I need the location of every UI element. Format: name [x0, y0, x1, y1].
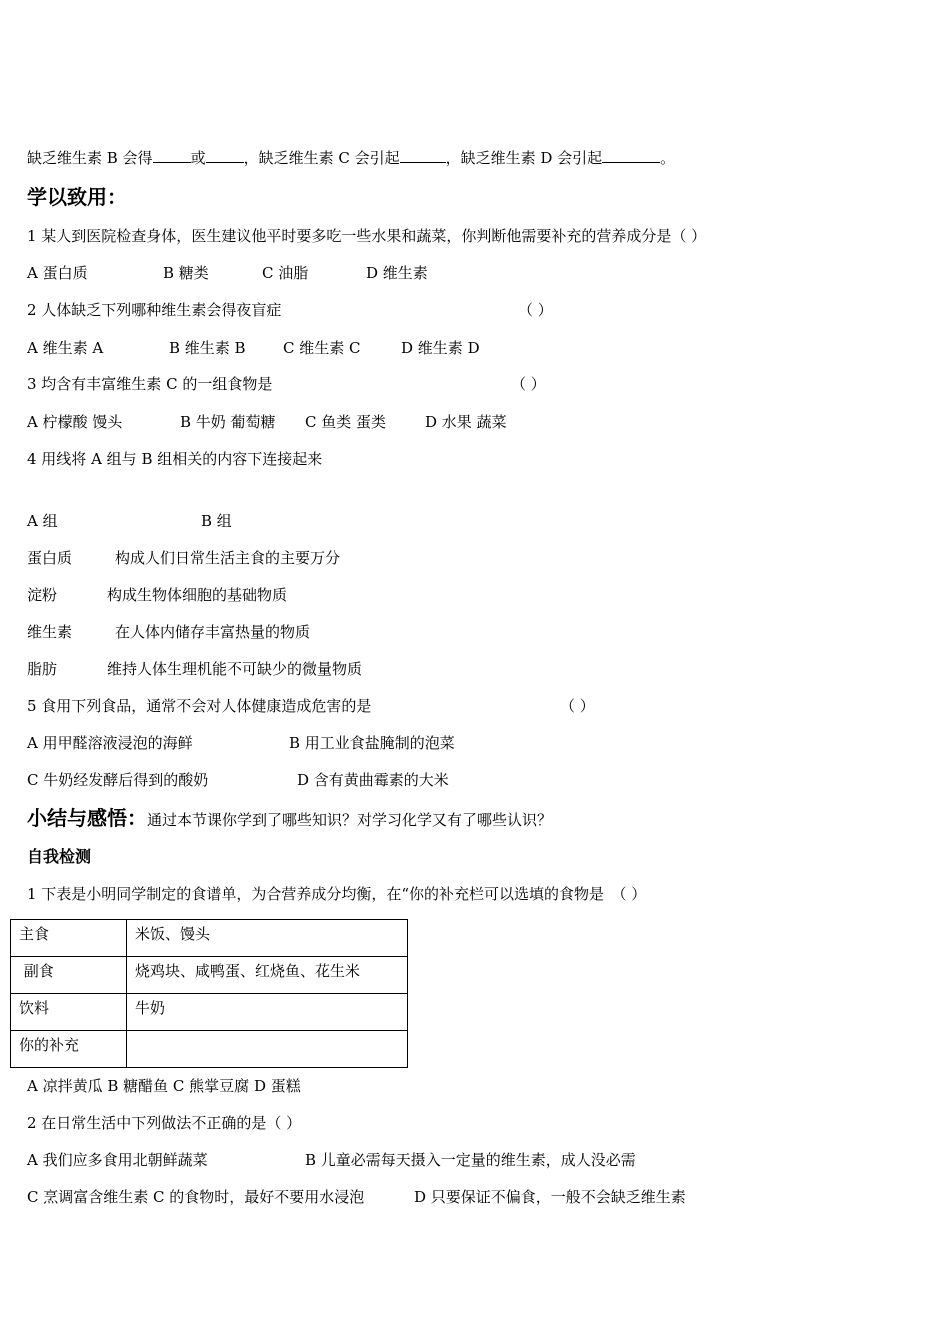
self-check-q2-option-d: D 只要保证不偏食，一般不会缺乏维生素	[414, 1188, 686, 1206]
q5-paren: （ ）	[560, 697, 595, 715]
self-check-q2-option-b: B 儿童必需每天摄入一定量的维生素，成人没必需	[305, 1151, 636, 1169]
blank-1	[153, 148, 191, 163]
q4-row-right: 构成人们日常生活主食的主要万分	[115, 549, 341, 567]
table-cell-label: 你的补充	[11, 1031, 127, 1068]
q4-group-a: A 组	[27, 512, 58, 530]
menu-table	[10, 919, 408, 1068]
q4-row-left: 淀粉	[27, 586, 58, 604]
self-check-q1-options: A 凉拌黄瓜 B 糖醋鱼 C 熊掌豆腐 D 蛋糕	[27, 1077, 301, 1095]
intro-text-1: 缺乏维生素 B 会得	[27, 149, 153, 167]
intro-text-2: 或	[190, 149, 206, 167]
self-check-q2-text: 2 在日常生活中下列做法不正确的是（ ）	[27, 1114, 302, 1132]
q3-option-a: A 柠檬酸 馒头	[27, 413, 123, 431]
summary-heading: 小结与感悟：	[27, 806, 147, 830]
self-check-q2-option-a: A 我们应多食用北朝鲜蔬菜	[27, 1151, 208, 1169]
q1-option-d: D 维生素	[366, 264, 428, 282]
q5-text: 5 食用下列食品，通常不会对人体健康造成危害的是	[27, 697, 372, 715]
q2-paren: （ ）	[518, 301, 553, 319]
q5-option-c: C 牛奶经发酵后得到的酸奶	[27, 771, 209, 789]
q3-option-d: D 水果 蔬菜	[425, 413, 507, 431]
table-row	[11, 994, 408, 1031]
table-cell-label: 副食	[11, 957, 127, 994]
q4-row-right: 在人体内储存丰富热量的物质	[115, 623, 311, 641]
q2-option-d: D 维生素 D	[401, 339, 480, 357]
table-cell-label: 主食	[11, 920, 127, 957]
section-apply-heading: 学以致用：	[27, 185, 127, 209]
blank-2	[206, 148, 244, 163]
intro-fill-in	[27, 148, 675, 168]
self-check-q2-option-c: C 烹调富含维生素 C 的食物时，最好不要用水浸泡	[27, 1188, 365, 1206]
intro-text-3: ，缺乏维生素 C 会引起	[243, 149, 400, 167]
summary-text: 通过本节课你学到了哪些知识？对学习化学又有了哪些认识？	[147, 811, 553, 829]
table-cell-value: 烧鸡块、咸鸭蛋、红烧鱼、花生米	[127, 957, 408, 994]
q2-option-a: A 维生素 A	[27, 339, 104, 357]
table-row	[11, 920, 408, 957]
self-check-heading: 自我检测	[27, 847, 92, 866]
table-cell-value: 米饭、馒头	[127, 920, 408, 957]
table-row	[11, 957, 408, 994]
q2-option-c: C 维生素 C	[283, 339, 361, 357]
q4-row-left: 脂肪	[27, 660, 58, 678]
q3-option-b: B 牛奶 葡萄糖	[180, 413, 276, 431]
q4-row-left: 蛋白质	[27, 549, 73, 567]
q4-row-right: 维持人体生理机能不可缺少的微量物质	[107, 660, 363, 678]
q4-text: 4 用线将 A 组与 B 组相关的内容下连接起来	[27, 450, 323, 468]
q2-option-b: B 维生素 B	[169, 339, 246, 357]
q4-group-b: B 组	[201, 512, 232, 530]
table-cell-label: 饮料	[11, 994, 127, 1031]
intro-text-4: ，缺乏维生素 D 会引起	[445, 149, 603, 167]
intro-text-5: 。	[660, 149, 676, 167]
q1-text: 1 某人到医院检查身体，医生建议他平时要多吃一些水果和蔬菜，你判断他需要补充的营养成分是（ ）	[27, 227, 707, 245]
q3-paren: （ ）	[511, 375, 546, 393]
blank-4	[602, 148, 660, 163]
table-cell-value: 牛奶	[127, 994, 408, 1031]
q1-option-b: B 糖类	[163, 264, 209, 282]
q5-option-b: B 用工业食盐腌制的泡菜	[289, 734, 455, 752]
q5-option-a: A 用甲醛溶液浸泡的海鲜	[27, 734, 193, 752]
q1-option-c: C 油脂	[262, 264, 309, 282]
table-cell-value	[127, 1031, 408, 1068]
blank-3	[400, 148, 446, 163]
q4-row-left: 维生素	[27, 623, 73, 641]
q2-text: 2 人体缺乏下列哪种维生素会得夜盲症	[27, 301, 282, 319]
q4-row-right: 构成生物体细胞的基础物质	[107, 586, 288, 604]
summary-line	[27, 805, 552, 831]
q1-option-a: A 蛋白质	[27, 264, 88, 282]
q3-option-c: C 鱼类 蛋类	[305, 413, 387, 431]
table-row	[11, 1031, 408, 1068]
q3-text: 3 均含有丰富维生素 C 的一组食物是	[27, 375, 273, 393]
self-check-q1-text: 1 下表是小明同学制定的食谱单，为合营养成分均衡，在“你的补充栏可以选填的食物是 （ ）	[27, 885, 647, 903]
q5-option-d: D 含有黄曲霉素的大米	[297, 771, 449, 789]
